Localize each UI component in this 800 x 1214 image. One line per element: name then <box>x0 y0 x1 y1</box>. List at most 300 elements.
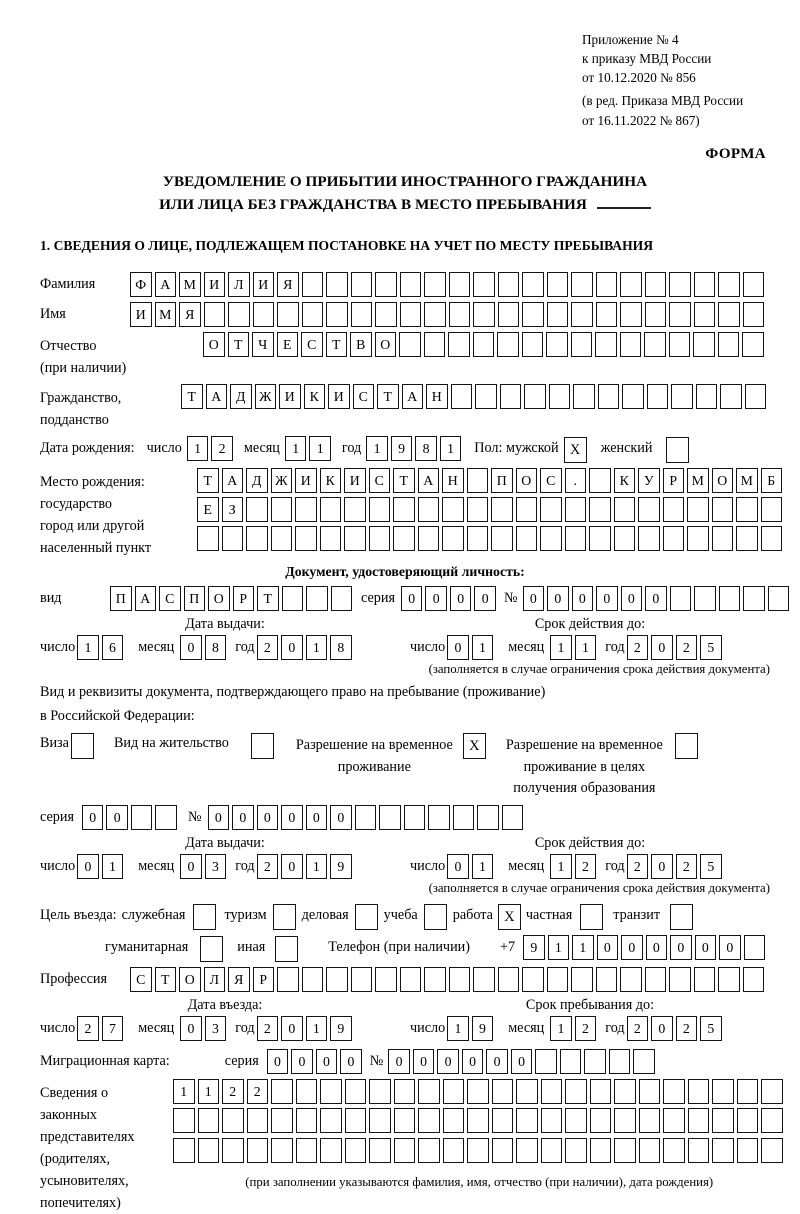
char-cell[interactable] <box>622 384 644 409</box>
char-cell[interactable] <box>369 526 391 551</box>
char-cell[interactable]: 0 <box>651 854 673 879</box>
birthplace-line1-input[interactable] <box>197 468 785 493</box>
char-cell[interactable] <box>453 805 475 830</box>
char-cell[interactable] <box>502 805 524 830</box>
char-cell[interactable]: 0 <box>437 1049 459 1074</box>
char-cell[interactable]: 0 <box>651 635 673 660</box>
char-cell[interactable] <box>451 384 473 409</box>
char-cell[interactable] <box>394 1079 416 1104</box>
char-cell[interactable] <box>516 1108 538 1133</box>
char-cell[interactable] <box>645 967 667 992</box>
char-cell[interactable] <box>761 1138 783 1163</box>
char-cell[interactable]: Р <box>663 468 685 493</box>
char-cell[interactable] <box>443 1108 465 1133</box>
char-cell[interactable]: О <box>516 468 538 493</box>
sex-male-checkbox[interactable]: X <box>564 437 587 463</box>
profession-input[interactable] <box>130 967 767 992</box>
char-cell[interactable]: 2 <box>676 635 698 660</box>
char-cell[interactable] <box>197 526 219 551</box>
char-cell[interactable] <box>647 384 669 409</box>
char-cell[interactable] <box>768 586 790 611</box>
permit-expiry-day-input[interactable] <box>447 854 496 879</box>
char-cell[interactable]: 8 <box>330 635 352 660</box>
permit-number-input[interactable] <box>208 805 527 830</box>
char-cell[interactable] <box>400 967 422 992</box>
birthplace-line3-input[interactable] <box>197 526 785 551</box>
char-cell[interactable] <box>492 1108 514 1133</box>
purpose-tourism-checkbox[interactable] <box>273 904 296 930</box>
char-cell[interactable]: 1 <box>173 1079 195 1104</box>
char-cell[interactable] <box>620 302 642 327</box>
char-cell[interactable] <box>302 302 324 327</box>
char-cell[interactable] <box>565 526 587 551</box>
char-cell[interactable]: И <box>130 302 152 327</box>
char-cell[interactable] <box>693 332 715 357</box>
char-cell[interactable]: Ж <box>271 468 293 493</box>
char-cell[interactable] <box>467 1108 489 1133</box>
char-cell[interactable] <box>492 1079 514 1104</box>
char-cell[interactable]: 2 <box>257 1016 279 1041</box>
char-cell[interactable] <box>442 497 464 522</box>
char-cell[interactable] <box>565 497 587 522</box>
char-cell[interactable] <box>522 967 544 992</box>
char-cell[interactable] <box>745 384 767 409</box>
entry-day-input[interactable] <box>77 1016 126 1041</box>
permit-expiry-year-input[interactable] <box>627 854 725 879</box>
char-cell[interactable] <box>277 967 299 992</box>
char-cell[interactable] <box>379 805 401 830</box>
char-cell[interactable] <box>228 302 250 327</box>
char-cell[interactable] <box>694 272 716 297</box>
char-cell[interactable]: Я <box>277 272 299 297</box>
char-cell[interactable] <box>712 1138 734 1163</box>
char-cell[interactable] <box>296 1138 318 1163</box>
char-cell[interactable] <box>522 332 544 357</box>
char-cell[interactable]: 0 <box>486 1049 508 1074</box>
char-cell[interactable]: 1 <box>472 854 494 879</box>
char-cell[interactable]: 0 <box>719 935 741 960</box>
char-cell[interactable]: 0 <box>447 635 469 660</box>
char-cell[interactable]: Р <box>233 586 255 611</box>
char-cell[interactable] <box>516 497 538 522</box>
permit-issue-month-input[interactable] <box>180 854 229 879</box>
char-cell[interactable] <box>326 302 348 327</box>
char-cell[interactable]: 1 <box>575 635 597 660</box>
char-cell[interactable] <box>467 468 489 493</box>
char-cell[interactable]: 0 <box>232 805 254 830</box>
char-cell[interactable] <box>326 272 348 297</box>
char-cell[interactable]: 0 <box>695 935 717 960</box>
char-cell[interactable]: С <box>130 967 152 992</box>
char-cell[interactable] <box>645 272 667 297</box>
char-cell[interactable] <box>596 272 618 297</box>
char-cell[interactable] <box>609 1049 631 1074</box>
char-cell[interactable] <box>670 586 692 611</box>
residence-permit-checkbox[interactable] <box>251 733 274 759</box>
char-cell[interactable] <box>271 1138 293 1163</box>
char-cell[interactable] <box>547 967 569 992</box>
char-cell[interactable] <box>589 526 611 551</box>
char-cell[interactable] <box>596 302 618 327</box>
char-cell[interactable]: Т <box>228 332 250 357</box>
char-cell[interactable]: 2 <box>77 1016 99 1041</box>
char-cell[interactable] <box>498 302 520 327</box>
purpose-humanitarian-checkbox[interactable] <box>200 936 223 962</box>
char-cell[interactable] <box>173 1108 195 1133</box>
char-cell[interactable]: 1 <box>102 854 124 879</box>
char-cell[interactable]: Ф <box>130 272 152 297</box>
char-cell[interactable] <box>222 1108 244 1133</box>
char-cell[interactable] <box>449 302 471 327</box>
char-cell[interactable] <box>644 332 666 357</box>
char-cell[interactable] <box>516 1138 538 1163</box>
char-cell[interactable] <box>761 526 783 551</box>
representatives-line3-input[interactable] <box>173 1138 786 1163</box>
permit-issue-year-input[interactable] <box>257 854 355 879</box>
char-cell[interactable] <box>743 272 765 297</box>
char-cell[interactable] <box>669 272 691 297</box>
char-cell[interactable] <box>173 1138 195 1163</box>
purpose-study-checkbox[interactable] <box>424 904 447 930</box>
representatives-line1-input[interactable] <box>173 1079 786 1104</box>
char-cell[interactable] <box>295 526 317 551</box>
char-cell[interactable] <box>247 1138 269 1163</box>
char-cell[interactable]: И <box>253 272 275 297</box>
char-cell[interactable]: 2 <box>575 854 597 879</box>
char-cell[interactable]: 1 <box>472 635 494 660</box>
char-cell[interactable] <box>473 272 495 297</box>
entry-month-input[interactable] <box>180 1016 229 1041</box>
char-cell[interactable] <box>571 332 593 357</box>
purpose-work-checkbox[interactable]: X <box>498 904 521 930</box>
char-cell[interactable]: О <box>203 332 225 357</box>
char-cell[interactable] <box>743 967 765 992</box>
char-cell[interactable]: 1 <box>447 1016 469 1041</box>
char-cell[interactable]: А <box>402 384 424 409</box>
char-cell[interactable] <box>475 384 497 409</box>
char-cell[interactable] <box>277 302 299 327</box>
char-cell[interactable]: И <box>295 468 317 493</box>
char-cell[interactable] <box>712 497 734 522</box>
char-cell[interactable] <box>320 497 342 522</box>
char-cell[interactable]: 2 <box>257 854 279 879</box>
char-cell[interactable]: И <box>344 468 366 493</box>
surname-input[interactable] <box>130 272 767 297</box>
char-cell[interactable]: Е <box>197 497 219 522</box>
char-cell[interactable]: Е <box>277 332 299 357</box>
char-cell[interactable] <box>719 586 741 611</box>
char-cell[interactable] <box>516 526 538 551</box>
char-cell[interactable] <box>541 1079 563 1104</box>
char-cell[interactable] <box>473 302 495 327</box>
char-cell[interactable] <box>375 967 397 992</box>
char-cell[interactable] <box>614 526 636 551</box>
char-cell[interactable] <box>418 526 440 551</box>
char-cell[interactable]: 0 <box>462 1049 484 1074</box>
sex-female-checkbox[interactable] <box>666 437 689 463</box>
char-cell[interactable]: Т <box>197 468 219 493</box>
char-cell[interactable] <box>546 332 568 357</box>
passport-expiry-month-input[interactable] <box>550 635 599 660</box>
migration-seria-input[interactable] <box>267 1049 365 1074</box>
char-cell[interactable]: 0 <box>447 854 469 879</box>
char-cell[interactable]: 3 <box>205 854 227 879</box>
char-cell[interactable] <box>331 586 353 611</box>
char-cell[interactable] <box>614 1079 636 1104</box>
char-cell[interactable]: 2 <box>676 854 698 879</box>
char-cell[interactable] <box>345 1138 367 1163</box>
char-cell[interactable]: Л <box>228 272 250 297</box>
birth-year-input[interactable] <box>366 436 464 461</box>
firstname-input[interactable] <box>130 302 767 327</box>
char-cell[interactable] <box>467 526 489 551</box>
char-cell[interactable] <box>497 332 519 357</box>
char-cell[interactable]: 0 <box>180 1016 202 1041</box>
char-cell[interactable] <box>351 302 373 327</box>
char-cell[interactable] <box>473 332 495 357</box>
char-cell[interactable]: В <box>350 332 372 357</box>
char-cell[interactable] <box>449 967 471 992</box>
char-cell[interactable] <box>271 1079 293 1104</box>
birth-day-input[interactable] <box>187 436 236 461</box>
char-cell[interactable]: П <box>491 468 513 493</box>
purpose-business-checkbox[interactable] <box>355 904 378 930</box>
char-cell[interactable]: Д <box>246 468 268 493</box>
char-cell[interactable] <box>620 332 642 357</box>
char-cell[interactable]: 1 <box>77 635 99 660</box>
char-cell[interactable]: 1 <box>366 436 388 461</box>
char-cell[interactable] <box>500 384 522 409</box>
char-cell[interactable]: 0 <box>77 854 99 879</box>
char-cell[interactable]: 0 <box>621 935 643 960</box>
citizenship-input[interactable] <box>181 384 769 409</box>
char-cell[interactable]: 1 <box>309 436 331 461</box>
char-cell[interactable] <box>596 967 618 992</box>
char-cell[interactable] <box>614 1138 636 1163</box>
char-cell[interactable]: 2 <box>676 1016 698 1041</box>
char-cell[interactable] <box>393 526 415 551</box>
doc-seria-input[interactable] <box>401 586 499 611</box>
char-cell[interactable] <box>645 302 667 327</box>
char-cell[interactable] <box>541 1138 563 1163</box>
char-cell[interactable] <box>320 1108 342 1133</box>
char-cell[interactable] <box>663 526 685 551</box>
stay-year-input[interactable] <box>627 1016 725 1041</box>
char-cell[interactable] <box>639 1079 661 1104</box>
char-cell[interactable]: 0 <box>281 854 303 879</box>
char-cell[interactable] <box>687 526 709 551</box>
char-cell[interactable]: Т <box>393 468 415 493</box>
char-cell[interactable] <box>540 526 562 551</box>
temp-residence-checkbox[interactable]: X <box>463 733 486 759</box>
char-cell[interactable] <box>688 1138 710 1163</box>
char-cell[interactable] <box>639 1108 661 1133</box>
char-cell[interactable]: 2 <box>257 635 279 660</box>
char-cell[interactable]: Ч <box>252 332 274 357</box>
char-cell[interactable]: 9 <box>391 436 413 461</box>
char-cell[interactable] <box>549 384 571 409</box>
char-cell[interactable] <box>522 302 544 327</box>
char-cell[interactable] <box>424 967 446 992</box>
char-cell[interactable] <box>394 1108 416 1133</box>
char-cell[interactable]: Я <box>228 967 250 992</box>
char-cell[interactable]: 1 <box>550 854 572 879</box>
char-cell[interactable]: А <box>222 468 244 493</box>
char-cell[interactable]: 0 <box>281 805 303 830</box>
char-cell[interactable] <box>736 526 758 551</box>
char-cell[interactable] <box>400 272 422 297</box>
char-cell[interactable]: 0 <box>257 805 279 830</box>
char-cell[interactable] <box>737 1079 759 1104</box>
char-cell[interactable] <box>498 272 520 297</box>
char-cell[interactable]: 1 <box>306 854 328 879</box>
char-cell[interactable] <box>467 1138 489 1163</box>
char-cell[interactable] <box>761 1079 783 1104</box>
char-cell[interactable]: 0 <box>330 805 352 830</box>
representatives-line2-input[interactable] <box>173 1108 786 1133</box>
doc-kind-input[interactable] <box>110 586 355 611</box>
char-cell[interactable]: А <box>135 586 157 611</box>
birthplace-line2-input[interactable] <box>197 497 785 522</box>
char-cell[interactable] <box>688 1108 710 1133</box>
char-cell[interactable] <box>418 1138 440 1163</box>
char-cell[interactable] <box>736 497 758 522</box>
char-cell[interactable] <box>633 1049 655 1074</box>
char-cell[interactable] <box>326 967 348 992</box>
char-cell[interactable] <box>737 1108 759 1133</box>
char-cell[interactable] <box>590 1079 612 1104</box>
char-cell[interactable]: 2 <box>627 854 649 879</box>
char-cell[interactable]: 1 <box>285 436 307 461</box>
char-cell[interactable] <box>355 805 377 830</box>
char-cell[interactable] <box>663 497 685 522</box>
phone-input[interactable] <box>523 935 768 960</box>
char-cell[interactable]: П <box>110 586 132 611</box>
char-cell[interactable]: 0 <box>208 805 230 830</box>
char-cell[interactable] <box>524 384 546 409</box>
char-cell[interactable] <box>418 497 440 522</box>
char-cell[interactable]: Т <box>155 967 177 992</box>
char-cell[interactable]: М <box>179 272 201 297</box>
char-cell[interactable]: К <box>614 468 636 493</box>
char-cell[interactable]: 0 <box>388 1049 410 1074</box>
char-cell[interactable]: 1 <box>306 635 328 660</box>
char-cell[interactable]: 2 <box>627 1016 649 1041</box>
char-cell[interactable]: 0 <box>646 935 668 960</box>
char-cell[interactable] <box>404 805 426 830</box>
char-cell[interactable]: О <box>712 468 734 493</box>
passport-issue-year-input[interactable] <box>257 635 355 660</box>
char-cell[interactable]: 0 <box>401 586 423 611</box>
char-cell[interactable] <box>375 302 397 327</box>
char-cell[interactable] <box>477 805 499 830</box>
char-cell[interactable]: 5 <box>700 1016 722 1041</box>
stay-day-input[interactable] <box>447 1016 496 1041</box>
char-cell[interactable]: Я <box>179 302 201 327</box>
char-cell[interactable]: 0 <box>425 586 447 611</box>
char-cell[interactable] <box>598 384 620 409</box>
char-cell[interactable] <box>669 302 691 327</box>
char-cell[interactable]: 9 <box>472 1016 494 1041</box>
char-cell[interactable]: 0 <box>281 1016 303 1041</box>
char-cell[interactable]: 1 <box>440 436 462 461</box>
char-cell[interactable] <box>516 1079 538 1104</box>
char-cell[interactable] <box>522 272 544 297</box>
char-cell[interactable] <box>694 586 716 611</box>
char-cell[interactable]: 1 <box>187 436 209 461</box>
char-cell[interactable] <box>449 272 471 297</box>
char-cell[interactable] <box>712 1079 734 1104</box>
char-cell[interactable]: 1 <box>198 1079 220 1104</box>
visa-checkbox[interactable] <box>71 733 94 759</box>
char-cell[interactable]: 1 <box>548 935 570 960</box>
char-cell[interactable] <box>302 967 324 992</box>
char-cell[interactable] <box>718 332 740 357</box>
entry-year-input[interactable] <box>257 1016 355 1041</box>
char-cell[interactable] <box>498 967 520 992</box>
char-cell[interactable] <box>540 497 562 522</box>
char-cell[interactable]: И <box>279 384 301 409</box>
char-cell[interactable] <box>467 1079 489 1104</box>
char-cell[interactable]: 0 <box>316 1049 338 1074</box>
char-cell[interactable]: 0 <box>306 805 328 830</box>
char-cell[interactable] <box>222 1138 244 1163</box>
char-cell[interactable] <box>595 332 617 357</box>
char-cell[interactable]: С <box>369 468 391 493</box>
char-cell[interactable]: 0 <box>281 635 303 660</box>
purpose-transit-checkbox[interactable] <box>670 904 693 930</box>
char-cell[interactable]: 5 <box>700 635 722 660</box>
char-cell[interactable]: 2 <box>575 1016 597 1041</box>
char-cell[interactable] <box>547 302 569 327</box>
char-cell[interactable] <box>204 302 226 327</box>
char-cell[interactable] <box>688 1079 710 1104</box>
char-cell[interactable] <box>718 272 740 297</box>
char-cell[interactable] <box>669 967 691 992</box>
char-cell[interactable] <box>295 497 317 522</box>
char-cell[interactable]: 8 <box>415 436 437 461</box>
char-cell[interactable] <box>253 302 275 327</box>
char-cell[interactable] <box>375 272 397 297</box>
char-cell[interactable] <box>742 332 764 357</box>
char-cell[interactable] <box>560 1049 582 1074</box>
char-cell[interactable] <box>418 1108 440 1133</box>
char-cell[interactable] <box>155 805 177 830</box>
char-cell[interactable] <box>712 1108 734 1133</box>
char-cell[interactable]: 1 <box>306 1016 328 1041</box>
char-cell[interactable] <box>620 967 642 992</box>
char-cell[interactable] <box>491 526 513 551</box>
char-cell[interactable] <box>424 332 446 357</box>
char-cell[interactable]: 5 <box>700 854 722 879</box>
purpose-official-checkbox[interactable] <box>193 904 216 930</box>
char-cell[interactable]: 0 <box>82 805 104 830</box>
char-cell[interactable] <box>320 526 342 551</box>
char-cell[interactable]: К <box>320 468 342 493</box>
char-cell[interactable] <box>198 1108 220 1133</box>
char-cell[interactable] <box>589 468 611 493</box>
char-cell[interactable]: М <box>155 302 177 327</box>
temp-residence-edu-checkbox[interactable] <box>675 733 698 759</box>
char-cell[interactable] <box>345 1079 367 1104</box>
char-cell[interactable] <box>393 497 415 522</box>
char-cell[interactable] <box>761 1108 783 1133</box>
char-cell[interactable] <box>442 526 464 551</box>
char-cell[interactable] <box>547 272 569 297</box>
char-cell[interactable] <box>620 272 642 297</box>
patronymic-input[interactable] <box>203 332 767 357</box>
char-cell[interactable] <box>590 1108 612 1133</box>
